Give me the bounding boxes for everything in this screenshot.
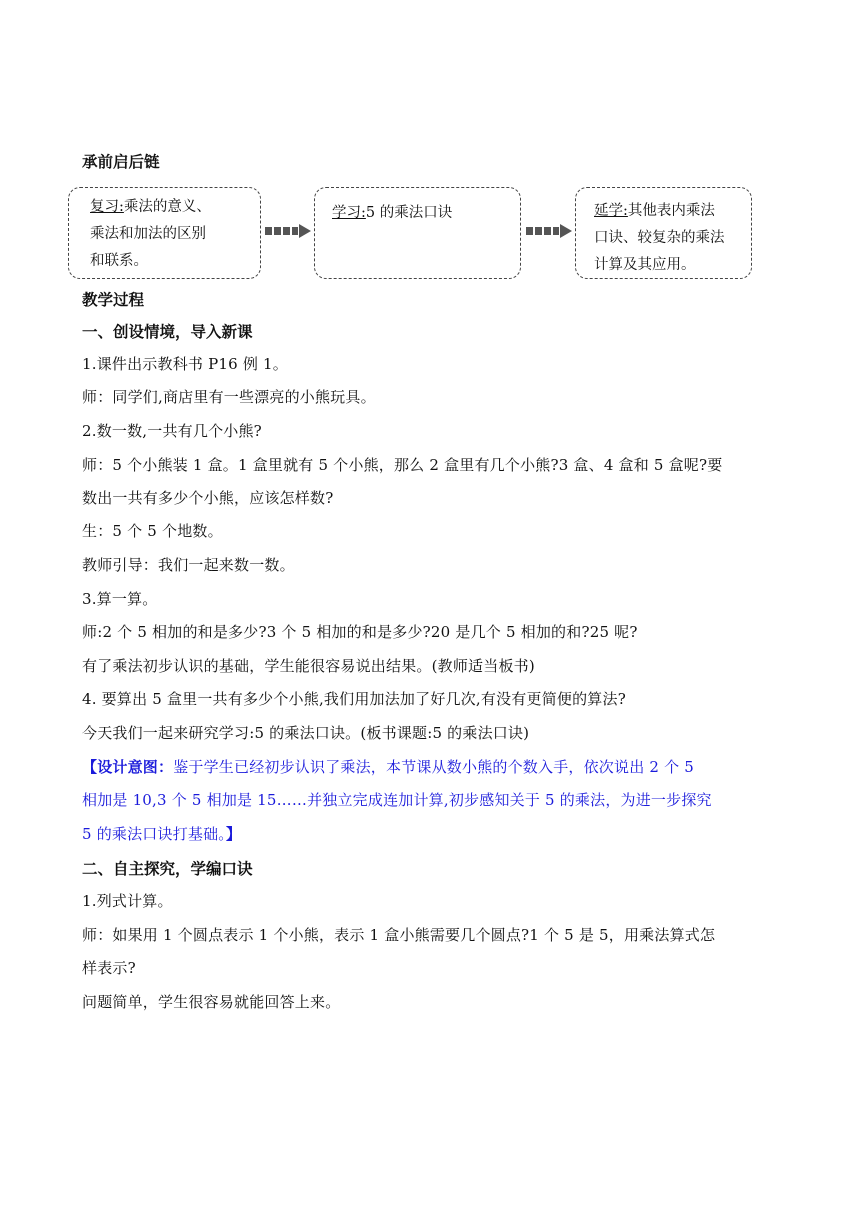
design-intent-line-2: 相加是 10,3 个 5 相加是 15……并独立完成连加计算,初步感知关于 5 的乘法，为进一步探究: [82, 791, 712, 809]
paragraph: 有了乘法初步认识的基础，学生能很容易说出结果。(教师适当板书): [82, 657, 535, 675]
paragraph: 数出一共有多少个小熊，应该怎样数?: [82, 489, 334, 507]
arrow-right-icon: [265, 224, 311, 238]
paragraph: 1.列式计算。: [82, 892, 173, 910]
study-text: [332, 200, 452, 227]
review-line-3: 和联系。: [90, 253, 148, 269]
paragraph: 师：如果用 1 个圆点表示 1 个小熊，表示 1 盒小熊需要几个圆点?1 个 5 是 5，用乘法算式怎: [82, 926, 716, 944]
process-heading: 教学过程: [82, 291, 145, 309]
extend-text: [594, 198, 725, 279]
review-line-1: 乘法的意义、: [123, 199, 211, 215]
section-1-title: 一、创设情境，导入新课: [82, 323, 253, 341]
section-2-title: 二、自主探究，学编口诀: [82, 860, 253, 878]
extend-label: 延学:: [594, 203, 628, 219]
paragraph: 3.算一算。: [82, 590, 158, 608]
paragraph: 样表示?: [82, 959, 136, 977]
review-text: [90, 194, 211, 275]
study-label: 学习:: [332, 205, 366, 221]
paragraph: 师:2 个 5 相加的和是多少?3 个 5 相加的和是多少?20 是几个 5 相加的和?25 呢?: [82, 623, 638, 641]
design-intent-line-3: 5 的乘法口诀打基础。】: [82, 825, 242, 843]
paragraph: 4. 要算出 5 盒里一共有多少个小熊,我们用加法加了好几次,有没有更简便的算法?: [82, 690, 626, 708]
study-content: 5 的乘法口诀: [365, 205, 453, 221]
paragraph: 教师引导：我们一起来数一数。: [82, 556, 295, 574]
paragraph: 今天我们一起来研究学习:5 的乘法口诀。(板书课题:5 的乘法口诀): [82, 724, 530, 742]
paragraph: 师：5 个小熊装 1 盒。1 盒里就有 5 个小熊，那么 2 盒里有几个小熊?3 盒、4 盒和 5 盒呢?要: [82, 456, 723, 474]
extend-line-1: 其他表内乘法: [627, 203, 715, 219]
design-intent-label: 【设计意图：: [82, 758, 174, 776]
design-intent-line-1: 【设计意图：鉴于学生已经初步认识了乘法，本节课从数小熊的个数入手，依次说出 2 个 5: [82, 758, 694, 776]
arrow-right-icon: [526, 224, 572, 238]
paragraph: 2.数一数,一共有几个小熊?: [82, 422, 262, 440]
chain-heading: 承前启后链: [82, 153, 160, 171]
review-label: 复习:: [90, 199, 124, 215]
paragraph: 1.课件出示教科书 P16 例 1。: [82, 355, 288, 373]
extend-line-2: 口诀、较复杂的乘法: [594, 230, 725, 246]
paragraph: 师：同学们,商店里有一些漂亮的小熊玩具。: [82, 388, 376, 406]
paragraph: 生：5 个 5 个地数。: [82, 522, 223, 540]
review-line-2: 乘法和加法的区别: [90, 226, 206, 242]
design-intent-end: 】: [226, 825, 242, 843]
extend-line-3: 计算及其应用。: [594, 257, 696, 273]
paragraph: 问题简单，学生很容易就能回答上来。: [82, 993, 341, 1011]
